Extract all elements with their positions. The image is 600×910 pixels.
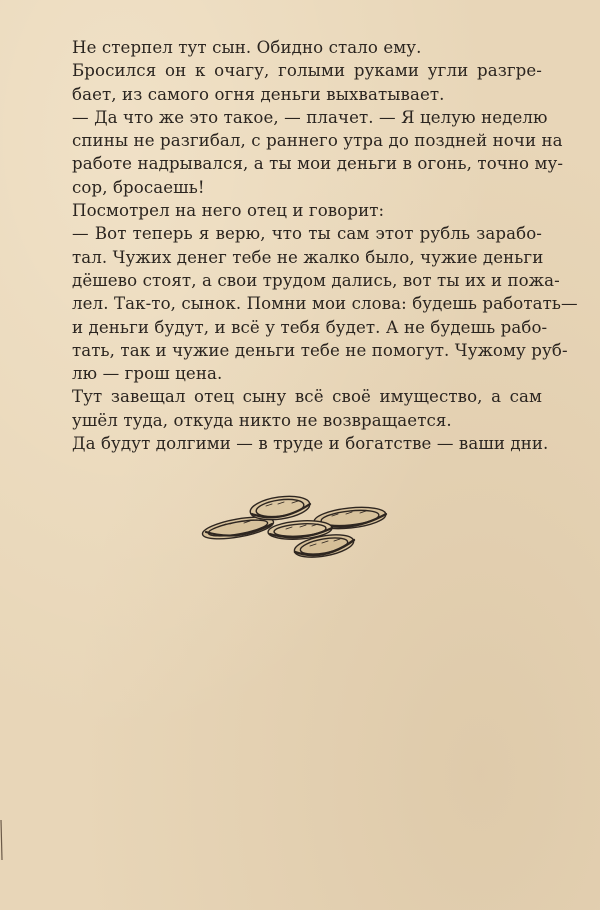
- paragraph-2: [72, 59, 542, 106]
- text-line: Посмотрел на него отец и говорит:: [72, 201, 385, 221]
- coins-pile-icon: [200, 490, 390, 570]
- text-line: спины не разгибал, с раннего утра до поздней ночи на: [72, 131, 563, 151]
- paragraph-3: [72, 106, 564, 199]
- text-line: Да будут долгими — в труде и богатстве — ваши дни.: [72, 434, 549, 454]
- text-line: дёшево стоят, а свои трудом дались, вот ты их и пожа-: [72, 270, 560, 290]
- text-line: и деньги будут, и всё у тебя будет. А не будешь рабо-: [72, 317, 548, 337]
- paragraph-1: [72, 36, 542, 59]
- story-text: [72, 36, 578, 455]
- text-line: лел. Так-то, сынок. Помни мои слова: будешь работать—: [72, 294, 578, 314]
- text-line: лю — грош цена.: [72, 364, 223, 384]
- text-line: Бросился он к очагу, голыми руками угли разгре-: [72, 61, 542, 81]
- paragraph-6: [72, 385, 542, 432]
- page-edge-mark: [0, 820, 4, 860]
- text-line: ушёл туда, откуда никто не возвращается.: [72, 410, 452, 430]
- text-line: работе надрывался, а ты мои деньги в огонь, точно му-: [72, 154, 564, 174]
- paragraph-5: [72, 222, 578, 385]
- text-line: — Вот теперь я верю, что ты сам этот рубль зарабо-: [72, 224, 542, 244]
- paragraph-7: [72, 432, 549, 455]
- text-line: тать, так и чужие деньги тебе не помогут. Чужому руб-: [72, 340, 568, 360]
- text-line: сор, бросаешь!: [72, 177, 205, 197]
- text-line: бает, из самого огня деньги выхватывает.: [72, 84, 445, 104]
- text-line: Тут завещал отец сыну всё своё имущество, а сам: [72, 387, 542, 407]
- text-line: — Да что же это такое, — плачет. — Я целую неделю: [72, 107, 548, 127]
- text-line: Не стерпел тут сын. Обидно стало ему.: [72, 38, 422, 57]
- paragraph-4: [72, 199, 542, 222]
- text-line: тал. Чужих денег тебе не жалко было, чужие деньги: [72, 247, 544, 267]
